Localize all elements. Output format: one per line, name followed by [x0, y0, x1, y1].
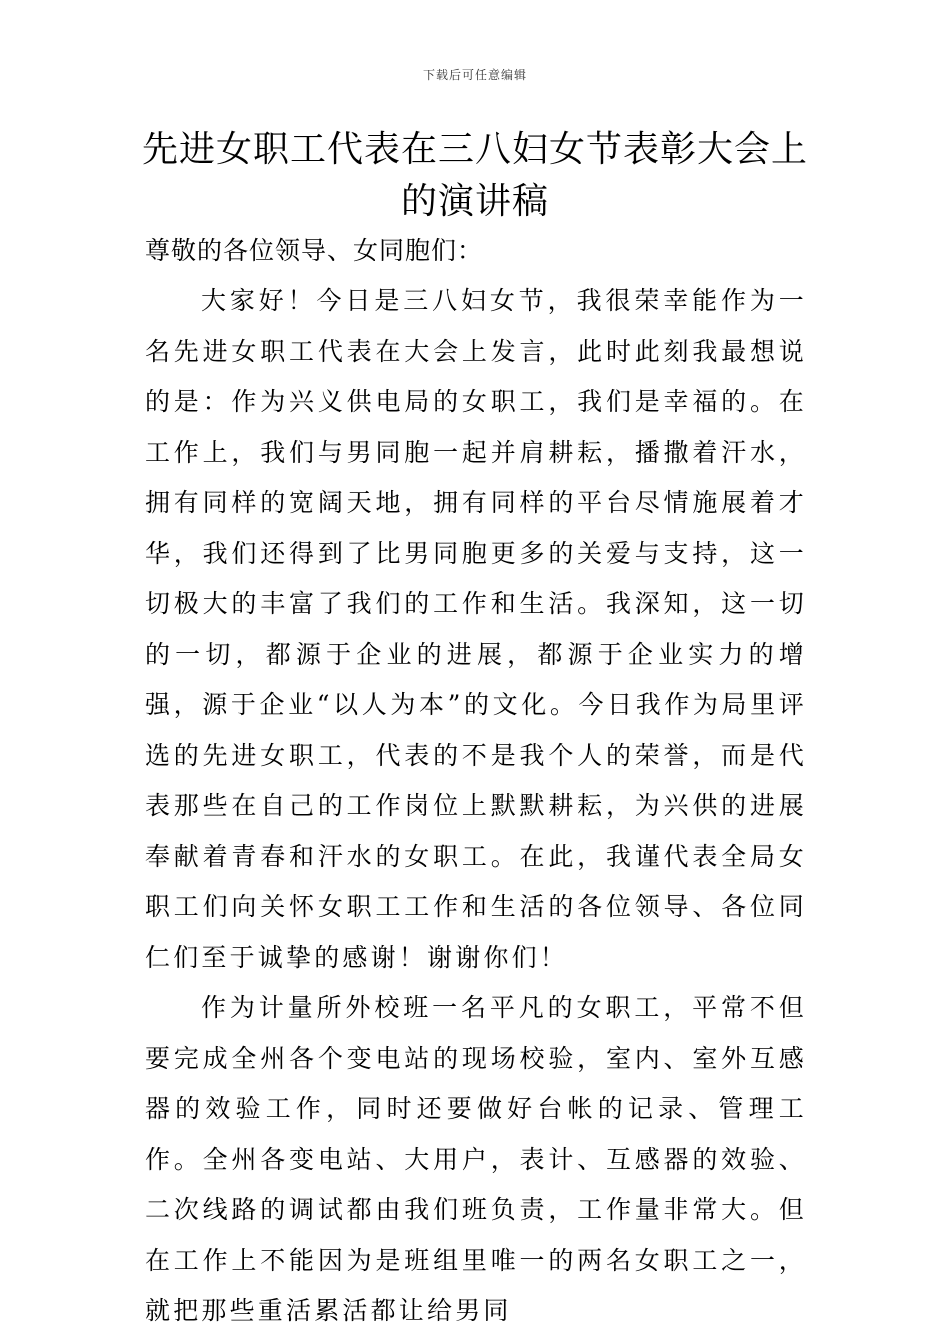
- salutation: 尊敬的各位领导、女同胞们：: [145, 236, 484, 265]
- paragraph-2: 作为计量所外校班一名平凡的女职工，平常不但要完成全州各个变电站的现场校验，室内、室外互感器的效验工作，同时还要做好台帐的记录、管理工作。全州各变电站、大用户，表计、互感器的效验、二次线路的调试都由我们班负责，工作量非常大。但在工作上不能因为是班组里唯一的两名女职工之一，就把那些重活累活都让给男同: [145, 993, 807, 1325]
- paragraph-1: 大家好！今日是三八妇女节，我很荣幸能作为一名先进女职工代表在大会上发言，此时此刻我最想说的是：作为兴义供电局的女职工，我们是幸福的。在工作上，我们与男同胞一起并肩耕耘，播撒着汗水，拥有同样的宽阔天地，拥有同样的平台尽情施展着才华，我们还得到了比男同胞更多的关爱与支持，这一切极大的丰富了我们的工作和生活。我深知，这一切的一切，都源于企业的进展，都源于企业实力的增强，源于企业“以人为本”的文化。今日我作为局里评选的先进女职工，代表的不是我个人的荣誉，而是代表那些在自己的工作岗位上默默耕耘，为兴供的进展奉献着青春和汗水的女职工。在此，我谨代表全局女职工们向关怀女职工工作和生活的各位领导、各位同仁们至于诚挚的感谢！谢谢你们！: [145, 286, 807, 972]
- header-note: 下载后可任意编辑: [422, 68, 527, 82]
- document-title: 先进女职工代表在三八妇女节表彰大会上的演讲稿: [141, 129, 808, 222]
- document-body: [145, 226, 807, 1337]
